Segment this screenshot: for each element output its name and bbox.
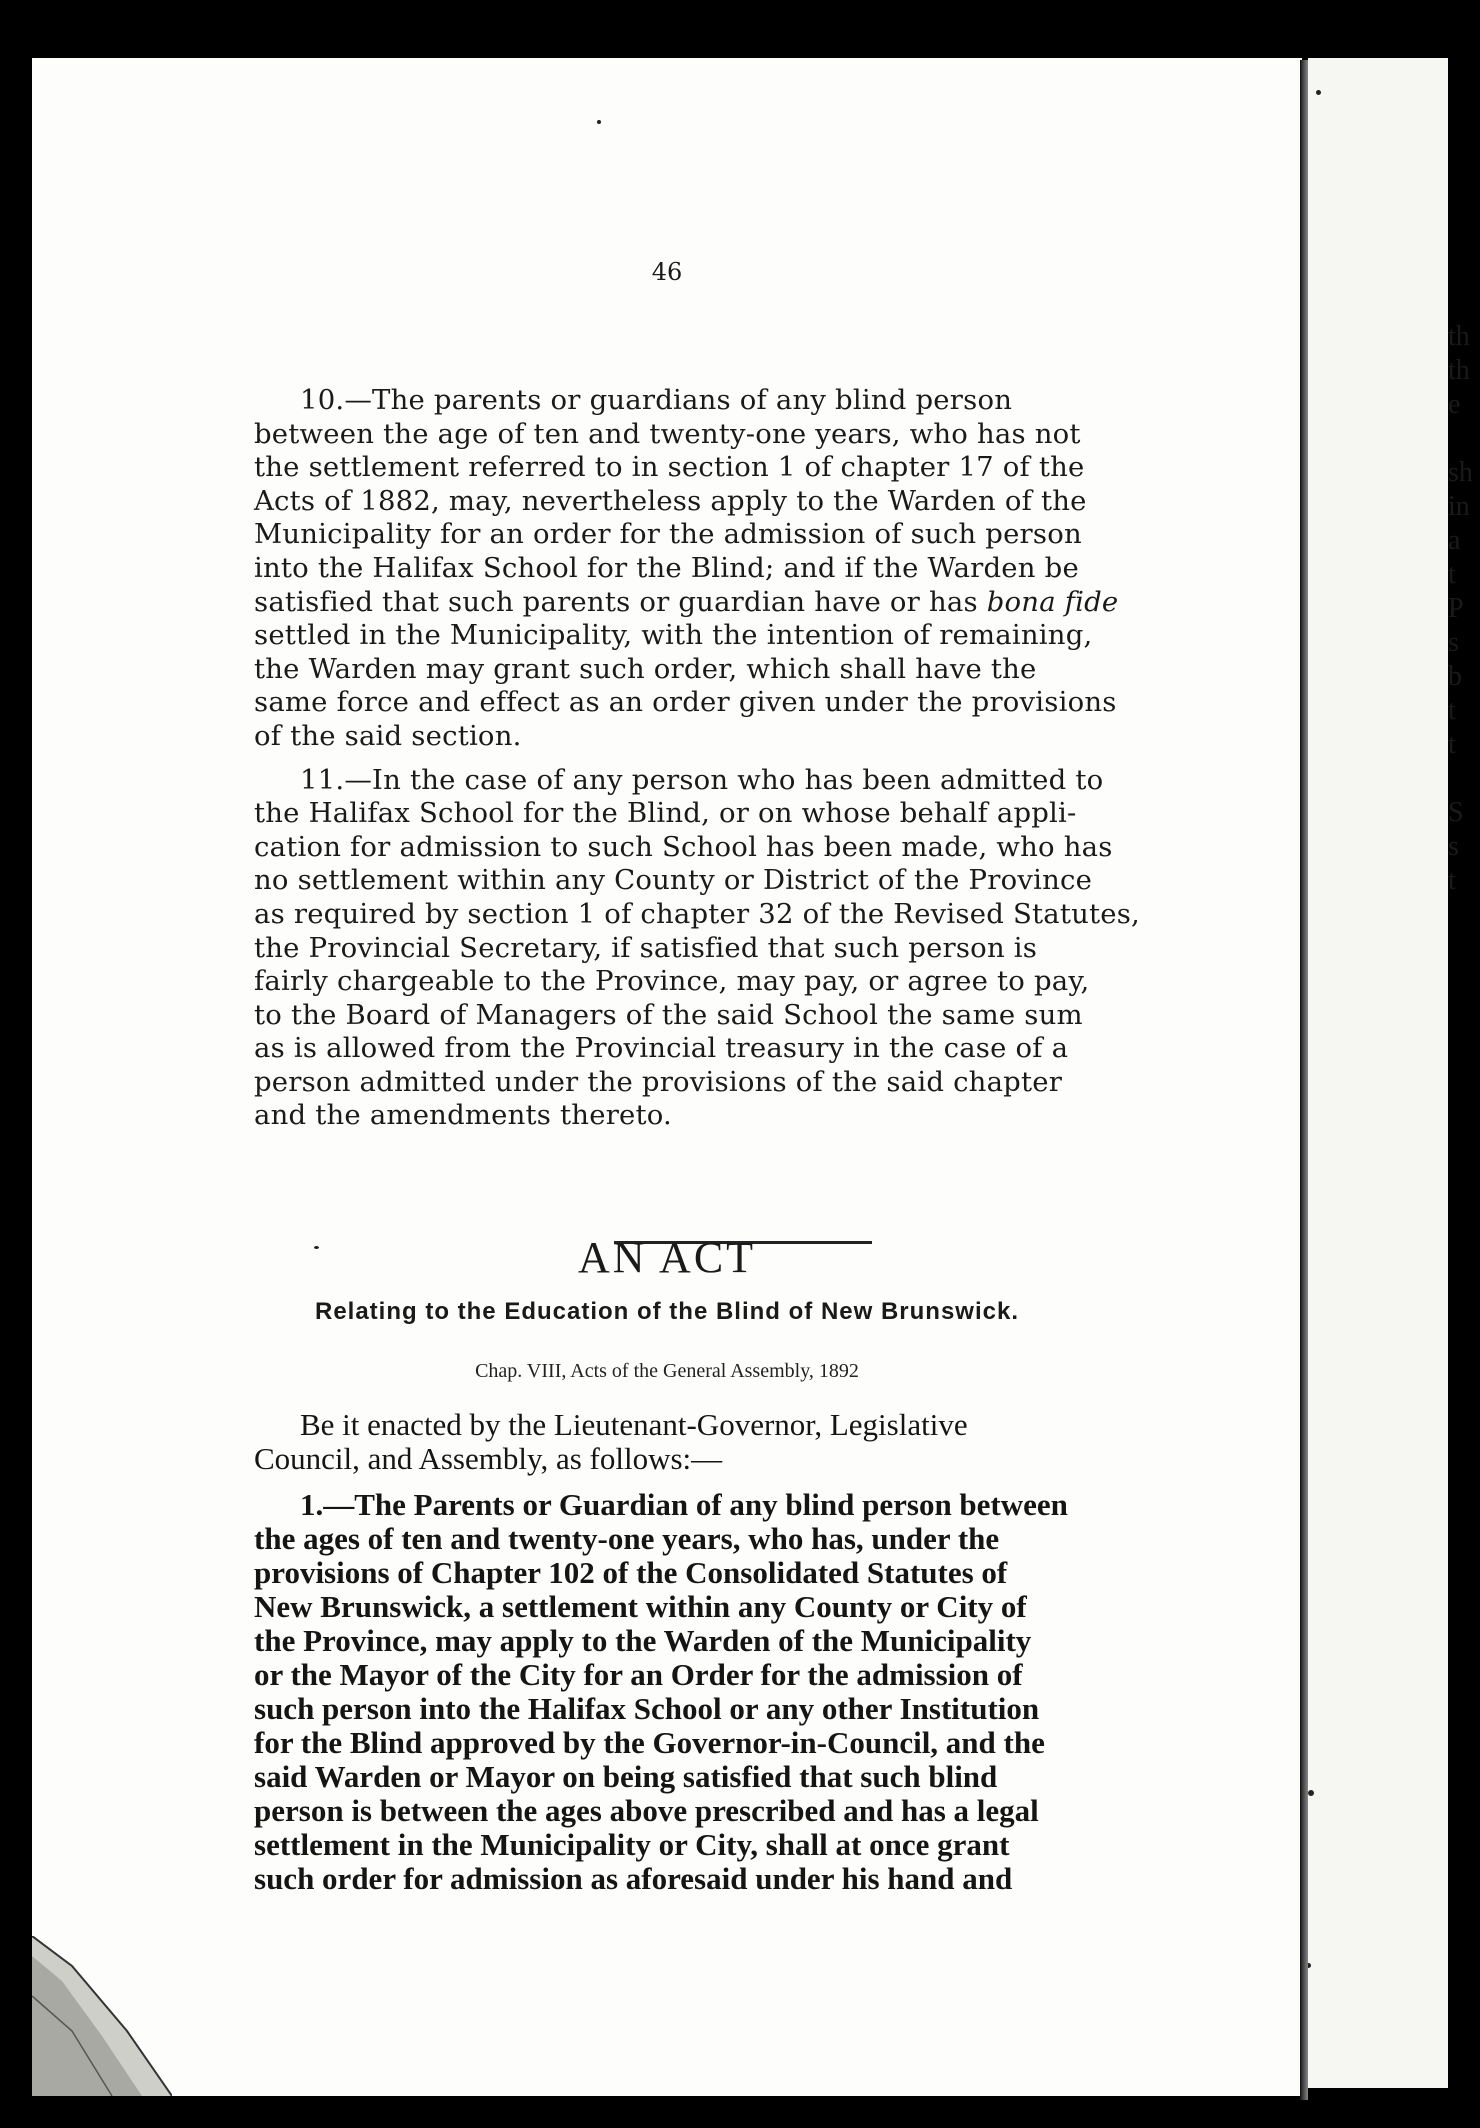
facing-page-fragment: S	[1448, 797, 1464, 828]
facing-page-fragment: sh	[1448, 457, 1473, 488]
facing-page-fragment	[1448, 422, 1480, 456]
facing-page-fragment: s	[1448, 627, 1459, 658]
previous-act-sections	[254, 384, 1184, 1133]
facing-page-text-fragments	[1448, 320, 1480, 898]
enacting-clause: Be it enacted by the Lieutenant-Governor, Legislative Council, and Assembly, as follows:—	[254, 1407, 968, 1476]
facing-page-fragment: P	[1448, 593, 1464, 624]
folded-corner-damage	[32, 1936, 172, 2096]
act-subtitle: Relating to the Education of the Blind of New Brunswick.	[314, 1298, 1020, 1325]
facing-page-fragment: th	[1448, 355, 1470, 386]
latin-phrase: bona fide	[986, 585, 1119, 618]
facing-page-edge	[1308, 58, 1448, 2088]
act-title: AN ACT	[577, 1233, 757, 1282]
facing-page-fragment: s	[1448, 831, 1459, 862]
facing-page-fragment: t	[1448, 729, 1456, 760]
section-1-paragraph: 1.—The Parents or Guardian of any blind person between the ages of ten and twenty-one years, who has, under the provisions of Chapter 102 of the Consolidated Statutes of New Brunswick, a settlement within any County or City of the Province, may apply to the Warden of the Municipality or the Mayor of the City for an Order for the admission of such person into the Halifax School or any other Institution for the Blind approved by the Governor-in-Council, and the said Warden or Mayor on being satisfied that such blind person is between the ages above prescribed and has a legal settlement in the Municipality or City, shall at once grant such order for admission as aforesaid under his hand and	[254, 1487, 1068, 1896]
page-gutter	[1300, 60, 1308, 2100]
facing-page-fragment: e	[1448, 389, 1461, 420]
document-page	[32, 58, 1302, 2096]
section-10-paragraph: 10.—The parents or guardians of any blind person between the age of ten and twenty-one years, who has not the settlement referred to in section 1 of chapter 17 of the Acts of 1882, may, nevertheless apply to the Warden of the Municipality for an order for the admission of such person into the Halifax School for the Blind; and if the Warden be satisfied that such parents or guardian have or has bona fide settled in the Municipality, with the intention of remaining, the Warden may grant such order, which shall have the same force and effect as an order given under the provisions of the said section.	[254, 384, 1119, 752]
facing-page-fragment: t	[1448, 559, 1456, 590]
page-number: 46	[651, 258, 683, 286]
facing-page-fragment: t	[1448, 695, 1456, 726]
act-citation: Chap. VIII, Acts of the General Assembly, 1892	[475, 1360, 859, 1382]
facing-page-fragment: in	[1448, 491, 1470, 522]
facing-page-fragment: b	[1448, 661, 1462, 692]
facing-page-fragment	[1448, 762, 1480, 796]
facing-page-fragment: th	[1448, 321, 1470, 352]
facing-page-fragment: t	[1448, 865, 1456, 896]
section-11-paragraph: 11.—In the case of any person who has been admitted to the Halifax School for the Blind, or on whose behalf appli- cation for admission to such School has been made, who has no settlement within any County or District of the Province as required by section 1 of chapter 32 of the Revised Statutes, the Provincial Secretary, if satisfied that such person is fairly chargeable to the Province, may pay, or agree to pay, to the Board of Managers of the said School the same sum as is allowed from the Provincial treasury in the case of a person admitted under the provisions of the said chapter and the amendments thereto.	[254, 763, 1140, 1132]
facing-page-fragment: a	[1448, 525, 1461, 556]
new-act-body	[254, 1408, 1184, 1896]
